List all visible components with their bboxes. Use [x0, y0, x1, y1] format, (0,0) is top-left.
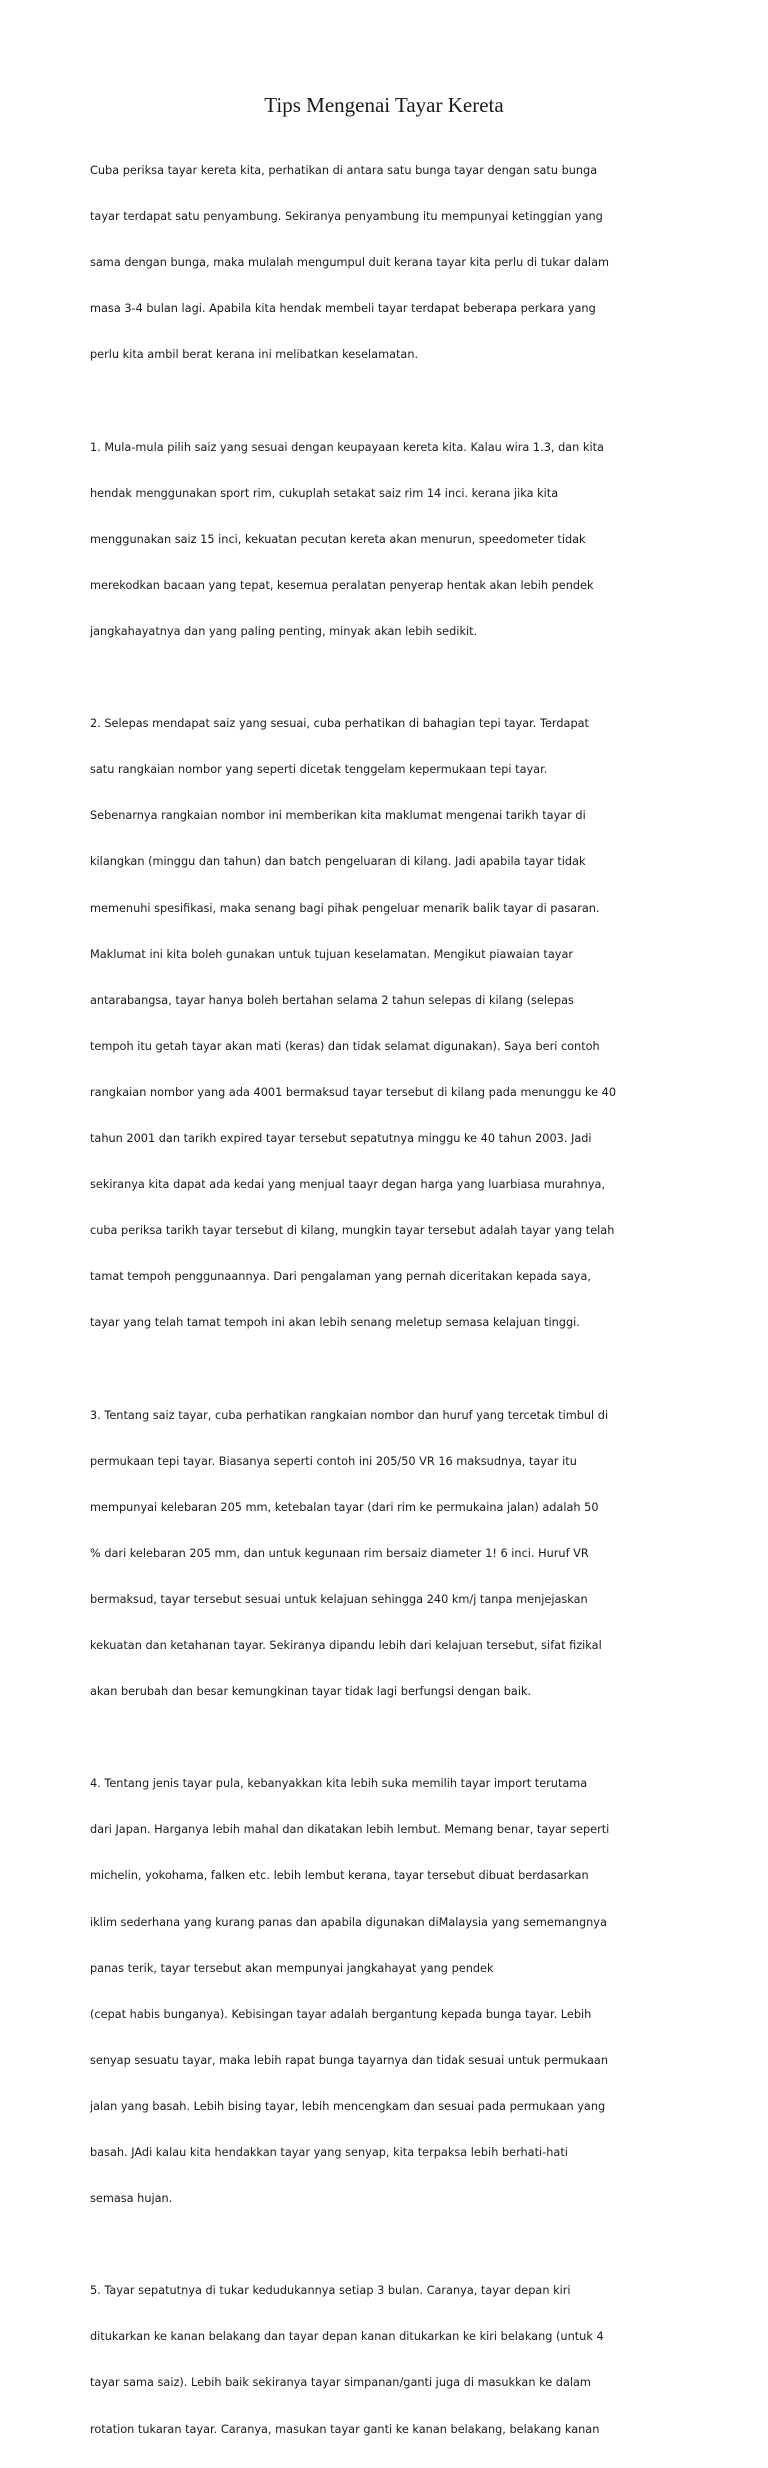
- paragraph-tip-2: [90, 686, 690, 1361]
- text-line: 2. Selepas mendapat saiz yang sesuai, cuba perhatikan di bahagian tepi tayar. Terdapat: [90, 717, 589, 731]
- text-line: senyap sesuatu tayar, maka lebih rapat bunga tayarnya dan tidak sesuai untuk permukaan: [90, 2053, 608, 2067]
- text-line: tayar yang telah tamat tempoh ini akan lebih senang meletup semasa kelajuan tinggi.: [90, 1315, 580, 1329]
- text-line: hendak menggunakan sport rim, cukuplah setakat saiz rim 14 inci. kerana jika kita: [90, 486, 559, 500]
- text-line: Maklumat ini kita boleh gunakan untuk tujuan keselamatan. Mengikut piawaian tayar: [90, 947, 574, 961]
- text-line: michelin, yokohama, falken etc. lebih lembut kerana, tayar tersebut dibuat berdasarkan: [90, 1869, 589, 1883]
- text-line: merekodkan bacaan yang tepat, kesemua peralatan penyerap hentak akan lebih pendek: [90, 578, 594, 592]
- text-line: jangkahayatnya dan yang paling penting, minyak akan lebih sedikit.: [90, 624, 478, 638]
- text-line: tayar terdapat satu penyambung. Sekiranya penyambung itu mempunyai ketinggian yang: [90, 209, 603, 223]
- text-line: 3. Tentang saiz tayar, cuba perhatikan rangkaian nombor dan huruf yang tercetak timbul di: [90, 1408, 609, 1422]
- text-line: cuba periksa tarikh tayar tersebut di kilang, mungkin tayar tersebut adalah tayar yang telah: [90, 1223, 615, 1237]
- text-line: 1. Mula-mula pilih saiz yang sesuai dengan keupayaan kereta kita. Kalau wira 1.3, dan kita: [90, 440, 604, 454]
- text-line: basah. JAdi kalau kita hendakkan tayar yang senyap, kita terpaksa lebih berhati-hati: [90, 2145, 568, 2159]
- text-line: satu rangkaian nombor yang seperti dicetak tenggelam kepermukaan tepi tayar.: [90, 763, 548, 777]
- text-line: Cuba periksa tayar kereta kita, perhatikan di antara satu bunga tayar dengan satu bunga: [90, 163, 598, 177]
- text-line: memenuhi spesifikasi, maka senang bagi pihak pengeluar menarik balik tayar di pasaran.: [90, 901, 600, 915]
- text-line: perlu kita ambil berat kerana ini melibatkan keselamatan.: [90, 347, 419, 361]
- text-line: menggunakan saiz 15 inci, kekuatan pecutan kereta akan menurun, speedometer tidak: [90, 532, 586, 546]
- text-line: Sebenarnya rangkaian nombor ini memberikan kita maklumat mengenai tarikh tayar di: [90, 809, 586, 823]
- text-line: masa 3-4 bulan lagi. Apabila kita hendak membeli tayar terdapat beberapa perkara yang: [90, 301, 596, 315]
- text-line: panas terik, tayar tersebut akan mempunyai jangkahayat yang pendek: [90, 1961, 494, 1975]
- text-line: mempunyai kelebaran 205 mm, ketebalan tayar (dari rim ke permukaina jalan) adalah 50: [90, 1500, 599, 1514]
- document-title: Tips Mengenai Tayar Kereta: [264, 93, 504, 117]
- text-line: semasa hujan.: [90, 2191, 173, 2205]
- text-line: tempoh itu getah tayar akan mati (keras) dan tidak selamat digunakan). Saya beri contoh: [90, 1039, 600, 1053]
- text-line: kekuatan dan ketahanan tayar. Sekiranya dipandu lebih dari kelajuan tersebut, sifat fizikal: [90, 1638, 602, 1652]
- text-line: tahun 2001 dan tarikh expired tayar tersebut sepatutnya minggu ke 40 tahun 2003. Jadi: [90, 1131, 592, 1145]
- text-line: permukaan tepi tayar. Biasanya seperti contoh ini 205/50 VR 16 maksudnya, tayar itu: [90, 1454, 577, 1468]
- text-line: ditukarkan ke kanan belakang dan tayar depan kanan ditukarkan ke kiri belakang (untuk 4: [90, 2330, 604, 2344]
- paragraph-tip-3: [90, 1377, 690, 1730]
- text-line: jalan yang basah. Lebih bising tayar, lebih mencengkam dan sesuai pada permukaan yang: [90, 2099, 606, 2113]
- text-line: sekiranya kita dapat ada kedai yang menjual taayr degan harga yang luarbiasa murahnya,: [90, 1177, 606, 1191]
- text-line: tayar sama saiz). Lebih baik sekiranya tayar simpanan/ganti juga di masukkan ke dalam: [90, 2376, 591, 2390]
- text-line: iklim sederhana yang kurang panas dan apabila digunakan diMalaysia yang sememangnya: [90, 1915, 607, 1929]
- text-line: tamat tempoh penggunaannya. Dari pengalaman yang pernah diceritakan kepada saya,: [90, 1269, 591, 1283]
- text-line: % dari kelebaran 205 mm, dan untuk kegunaan rim bersaiz diameter 1! 6 inci. Huruf VR: [90, 1546, 589, 1560]
- paragraph-tip-5: [90, 2253, 690, 2468]
- paragraph-tip-1: [90, 409, 690, 670]
- text-line: akan berubah dan besar kemungkinan tayar tidak lagi berfungsi dengan baik.: [90, 1684, 532, 1698]
- text-line: kilangkan (minggu dan tahun) dan batch pengeluaran di kilang. Jadi apabila tayar tidak: [90, 855, 586, 869]
- document-body: [90, 132, 690, 2468]
- text-line: antarabangsa, tayar hanya boleh bertahan selama 2 tahun selepas di kilang (selepas: [90, 993, 574, 1007]
- text-line: rotation tukaran tayar. Caranya, masukan tayar ganti ke kanan belakang, belakang kanan: [90, 2422, 600, 2436]
- text-line: 4. Tentang jenis tayar pula, kebanyakkan kita lebih suka memilih tayar import terutama: [90, 1777, 588, 1791]
- paragraph-tip-4: [90, 1746, 690, 2237]
- text-line: rangkaian nombor yang ada 4001 bermaksud tayar tersebut di kilang pada menunggu ke 40: [90, 1085, 617, 1099]
- text-line: (cepat habis bunganya). Kebisingan tayar adalah bergantung kepada bunga tayar. Lebih: [90, 2007, 592, 2021]
- text-line: 5. Tayar sepatutnya di tukar kedudukannya setiap 3 bulan. Caranya, tayar depan kiri: [90, 2284, 571, 2298]
- text-line: sama dengan bunga, maka mulalah mengumpul duit kerana tayar kita perlu di tukar dalam: [90, 255, 609, 269]
- text-line: bermaksud, tayar tersebut sesuai untuk kelajuan sehingga 240 km/j tanpa menjejaskan: [90, 1592, 588, 1606]
- paragraph-intro: [90, 132, 690, 393]
- text-line: dari Japan. Harganya lebih mahal dan dikatakan lebih lembut. Memang benar, tayar seperti: [90, 1823, 610, 1837]
